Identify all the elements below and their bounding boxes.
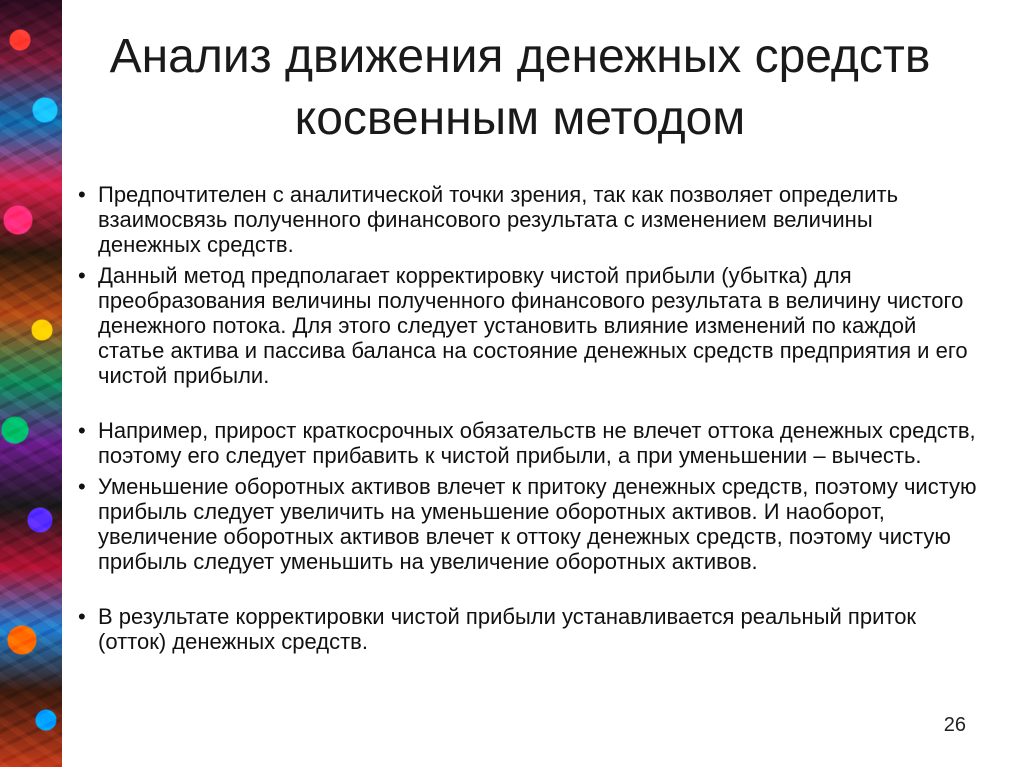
bullet-text: Предпочтителен с аналитической точки зрения, так как позволяет определить взаимосвязь полученного финансового результата с изменением величины денежных средств.: [98, 182, 899, 257]
bullet-item: [78, 182, 978, 257]
bullet-icon: •: [78, 418, 86, 443]
bullet-item: [78, 418, 978, 468]
decorative-art-strip: [0, 0, 62, 767]
page-number: 26: [943, 714, 966, 736]
slide-title: Анализ движения денежных средств косвенным методом: [109, 30, 931, 145]
bullet-text: Данный метод предполагает корректировку чистой прибыли (убытка) для преобразования величины полученного финансового результата в величину чистого денежного потока. Для этого следует установить влияние изменений по каждой статье актива и пассива баланса на состояние денежных средств предприятия и его чистой прибыли.: [98, 263, 968, 388]
bullet-text: Например, прирост краткосрочных обязательств не влечет оттока денежных средств, поэтому его следует прибавить к чистой прибыли, а при уменьшении – вычесть.: [98, 418, 976, 468]
bullet-icon: •: [78, 263, 86, 288]
bullet-icon: •: [78, 182, 86, 207]
bullet-item: [78, 263, 978, 388]
bullet-item: [78, 604, 978, 654]
bullet-icon: •: [78, 604, 86, 629]
bullet-text: Уменьшение оборотных активов влечет к притоку денежных средств, поэтому чистую прибыль следует увеличить на уменьшение оборотных активов. И наоборот, увеличение оборотных активов влечет к оттоку денежных средств, поэтому чистую прибыль следует уменьшить на увеличение оборотных активов.: [98, 474, 977, 574]
bullet-text: В результате корректировки чистой прибыли устанавливается реальный приток (отток) денежных средств.: [98, 604, 917, 654]
bullet-icon: •: [78, 474, 86, 499]
bullet-item: [78, 474, 978, 574]
bullet-list: [78, 182, 978, 654]
